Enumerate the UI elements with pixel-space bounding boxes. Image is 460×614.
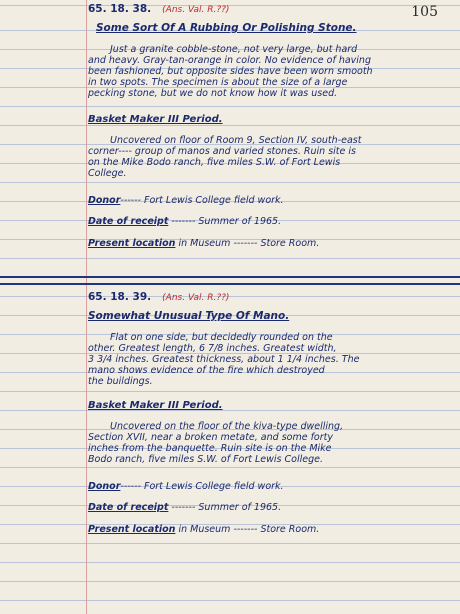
- description-line: in two spots. The specimen is about the size of a large: [88, 77, 348, 88]
- find-location: [88, 421, 448, 465]
- donor-value: ------ Fort Lewis College field work.: [120, 195, 284, 206]
- location-line: inches from the banquette. Ruin site is on the Mike: [88, 443, 332, 454]
- find-location: [88, 135, 448, 179]
- present-location-label: Present location: [88, 238, 176, 249]
- receipt-label: Date of receipt: [88, 216, 169, 227]
- entry-header: [88, 4, 448, 19]
- receipt-value: ------- Summer of 1965.: [171, 502, 282, 513]
- annotation: (Ans. Val. R.??): [162, 293, 230, 303]
- section-divider: [0, 276, 460, 285]
- catalog-number: 65. 18. 38.: [88, 3, 152, 15]
- present-location-value: in Museum ------- Store Room.: [178, 524, 320, 535]
- catalog-entry-2: [88, 292, 448, 541]
- location-line: Uncovered on the floor of the kiva-type dwelling,: [110, 421, 344, 432]
- donor-row: [88, 477, 448, 497]
- catalog-entry-1: [88, 4, 448, 255]
- location-line: Bodo ranch, five miles S.W. of Fort Lewis College.: [88, 454, 323, 465]
- location-line: Section XVII, near a broken metate, and some forty: [88, 432, 333, 443]
- description-line: been fashioned, but opposite sides have been worn smooth: [88, 66, 373, 77]
- annotation: (Ans. Val. R.??): [162, 5, 230, 15]
- receipt-value: ------- Summer of 1965.: [171, 216, 282, 227]
- present-location-row: [88, 233, 448, 255]
- entry-header: [88, 292, 448, 307]
- entry-title: Some Sort Of A Rubbing Or Polishing Stone.: [96, 22, 357, 34]
- donor-label: Donor: [88, 481, 121, 492]
- description-line: the buildings.: [88, 376, 153, 387]
- period-heading: Basket Maker III Period.: [88, 400, 223, 411]
- description: [88, 332, 448, 387]
- donor-row: [88, 191, 448, 211]
- location-line: corner---- group of manos and varied stones. Ruin site is: [88, 146, 356, 157]
- location-line: Uncovered on floor of Room 9, Section IV, south-east: [110, 135, 362, 146]
- description-line: other. Greatest length, 6 7/8 inches. Greatest width,: [88, 343, 337, 354]
- description-line: 3 3/4 inches. Greatest thickness, about 1 1/4 inches. The: [88, 354, 360, 365]
- period-heading: Basket Maker III Period.: [88, 114, 223, 125]
- page-number: 105: [411, 4, 438, 20]
- description: [88, 44, 448, 99]
- present-location-row: [88, 519, 448, 541]
- donor-label: Donor: [88, 195, 121, 206]
- entry-title: Somewhat Unusual Type Of Mano.: [88, 310, 290, 322]
- donor-value: ------ Fort Lewis College field work.: [120, 481, 284, 492]
- present-location-label: Present location: [88, 524, 176, 535]
- description-line: Just a granite cobble-stone, not very large, but hard: [110, 44, 358, 55]
- location-line: on the Mike Bodo ranch, five miles S.W. of Fort Lewis: [88, 157, 341, 168]
- description-line: pecking stone, but we do not know how it was used.: [88, 88, 338, 99]
- present-location-value: in Museum ------- Store Room.: [178, 238, 320, 249]
- receipt-label: Date of receipt: [88, 502, 169, 513]
- receipt-row: [88, 211, 448, 233]
- receipt-row: [88, 497, 448, 519]
- margin-line: [86, 0, 87, 614]
- description-line: and heavy. Gray-tan-orange in color. No evidence of having: [88, 55, 371, 66]
- catalog-number: 65. 18. 39.: [88, 291, 152, 303]
- location-line: College.: [88, 168, 127, 179]
- description-line: Flat on one side, but decidedly rounded on the: [110, 332, 333, 343]
- description-line: mano shows evidence of the fire which destroyed: [88, 365, 325, 376]
